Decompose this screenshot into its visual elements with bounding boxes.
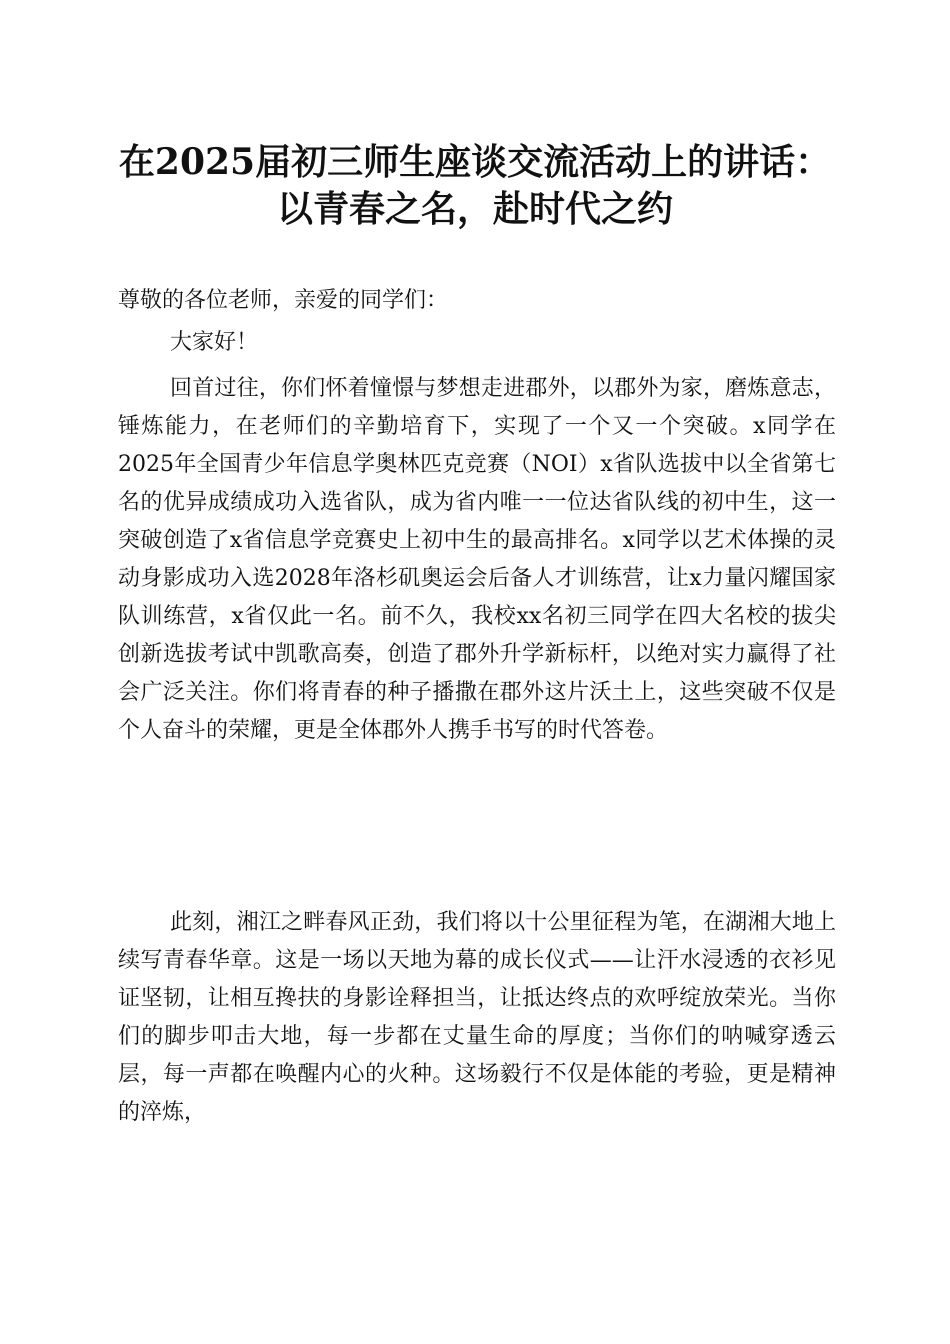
salutation: 尊敬的各位老师，亲爱的同学们：: [118, 288, 449, 313]
paragraph-1: 回首过往，你们怀着憧憬与梦想走进郡外，以郡外为家，磨炼意志，锤炼能力，在老师们的辛勤培育下，实现了一个又一个突破。x同学在2025年全国青少年信息学奥林匹克竞赛（NOI）x省队选拔中以全省第七名的优异成绩成功入选省队，成为省内唯一一位达省队线的初中生，这一突破创造了x省信息学竞赛史上初中生的最高排名。x同学以艺术体操的灵动身影成功入选2028年洛杉矶奥运会后备人才训练营，让x力量闪耀国家队训练营，x省仅此一名。前不久，我校xx名初三同学在四大名校的拔尖创新选拔考试中凯歌高奏，创造了郡外升学新标杆，以绝对实力赢得了社会广泛关注。你们将青春的种子播撒在郡外这片沃土上，这些突破不仅是个人奋斗的荣耀，更是全体郡外人携手书写的时代答卷。: [118, 376, 836, 743]
paragraph-2: 此刻，湘江之畔春风正劲，我们将以十公里征程为笔，在湖湘大地上续写青春华章。这是一场以天地为幕的成长仪式——让汗水浸透的衣衫见证坚韧，让相互搀扶的身影诠释担当，让抵达终点的欢呼绽放荣光。当你们的脚步叩击大地，每一步都在丈量生命的厚度；当你们的呐喊穿透云层，每一声都在唤醒内心的火种。这场毅行不仅是体能的考验，更是精神的淬炼，: [118, 910, 836, 1125]
document-title-line-1: 在2025届初三师生座谈交流活动上的讲话：: [118, 141, 832, 183]
greeting: 大家好！: [170, 330, 259, 355]
document-title-line-2: 以青春之名，赴时代之约: [276, 188, 673, 230]
